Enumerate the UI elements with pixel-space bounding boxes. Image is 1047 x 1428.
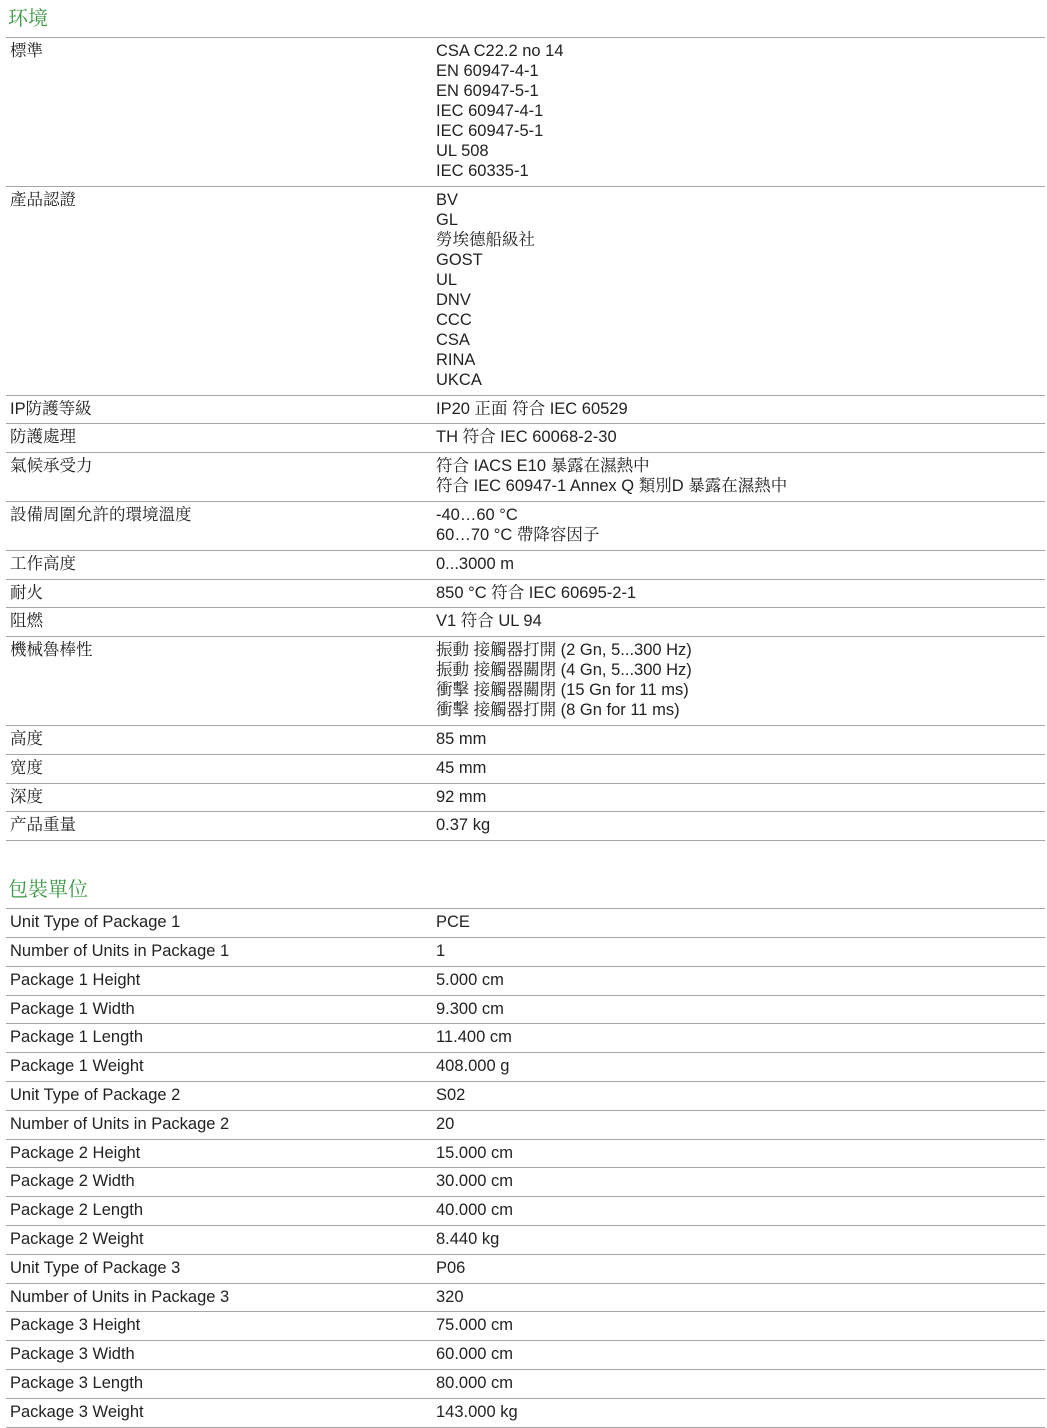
row-flame-retardance (6, 608, 1045, 637)
spec-value-line: DNV (436, 290, 471, 309)
spec-value (432, 424, 1045, 452)
spec-label: Package 2 Height (10, 1143, 141, 1162)
row-package-2-unit-type (6, 1082, 1045, 1111)
spec-label: Unit Type of Package 1 (10, 913, 181, 932)
spec-label: Unit Type of Package 2 (10, 1085, 181, 1104)
spec-value: 408.000 g (436, 1057, 510, 1076)
spec-value (432, 608, 1045, 636)
spec-value-line: CCC (436, 310, 472, 329)
spec-value: P06 (436, 1258, 466, 1277)
row-package-2-width (6, 1168, 1045, 1197)
spec-value-line: 85 mm (436, 729, 487, 748)
spec-value (432, 38, 1045, 186)
row-package-3-weight (6, 1399, 1045, 1428)
spec-label: Package 3 Weight (10, 1402, 144, 1421)
spec-value: 40.000 cm (436, 1201, 514, 1220)
packaging-units-section (6, 871, 1045, 1427)
spec-value-line: IEC 60947-4-1 (436, 102, 544, 120)
spec-value-line: 0...3000 m (436, 554, 514, 573)
spec-value (432, 502, 1045, 550)
row-operating-altitude (6, 551, 1045, 580)
spec-value-line: EN 60947-4-1 (436, 62, 539, 80)
spec-value: 75.000 cm (436, 1316, 514, 1335)
spec-value-line: UKCA (436, 370, 482, 389)
row-package-1-unit-type (6, 909, 1045, 938)
spec-label: 防護處理 (10, 428, 76, 447)
spec-value-line: RINA (436, 350, 476, 369)
spec-label: 設備周圍允許的環境溫度 (10, 505, 192, 524)
spec-value: 15.000 cm (436, 1143, 514, 1162)
row-mechanical-robustness (6, 637, 1045, 726)
spec-value-line: 60…70 °C 帶降容因子 (436, 525, 600, 544)
spec-label: Package 3 Length (10, 1373, 144, 1392)
row-package-2-length (6, 1197, 1045, 1226)
spec-value: 11.400 cm (436, 1028, 512, 1047)
spec-value: 143.000 kg (436, 1402, 518, 1421)
spec-value: 20 (436, 1114, 455, 1133)
row-package-3-length (6, 1370, 1045, 1399)
spec-label: Number of Units in Package 1 (10, 941, 230, 960)
row-package-3-unit-count (6, 1284, 1045, 1313)
spec-value-line: GL (436, 210, 459, 229)
spec-value (432, 580, 1045, 608)
row-ambient-temperature (6, 502, 1045, 551)
spec-label: Package 3 Width (10, 1345, 135, 1364)
spec-value-line: 衝擊 接觸器打開 (8 Gn for 11 ms) (436, 701, 680, 720)
spec-value (432, 396, 1045, 424)
spec-value-line: 92 mm (436, 787, 487, 806)
spec-value-line: IP20 正面 符合 IEC 60529 (436, 399, 628, 418)
spec-value-line: 45 mm (436, 758, 487, 777)
spec-label: Unit Type of Package 3 (10, 1258, 181, 1277)
spec-label: Number of Units in Package 2 (10, 1114, 230, 1133)
spec-label: Package 1 Height (10, 970, 141, 989)
spec-value-line: CSA C22.2 no 14 (436, 42, 564, 60)
spec-value-line: GOST (436, 250, 483, 269)
spec-label: Package 2 Weight (10, 1229, 144, 1248)
spec-value-line: 振動 接觸器關閉 (4 Gn, 5...300 Hz) (436, 661, 692, 680)
spec-value-line: 振動 接觸器打開 (2 Gn, 5...300 Hz) (436, 641, 692, 660)
spec-label: Package 2 Length (10, 1201, 144, 1220)
spec-value (432, 637, 1045, 725)
spec-label: 宽度 (10, 758, 43, 777)
row-package-2-height (6, 1140, 1045, 1169)
spec-value (432, 726, 1045, 754)
spec-value-line: V1 符合 UL 94 (436, 612, 542, 631)
row-package-3-height (6, 1312, 1045, 1341)
spec-value: PCE (436, 913, 470, 932)
spec-value-line: IEC 60335-1 (436, 162, 529, 180)
datasheet (6, 0, 1045, 1428)
spec-label: Package 3 Height (10, 1316, 141, 1335)
row-height (6, 726, 1045, 755)
row-product-weight (6, 812, 1045, 841)
row-package-1-height (6, 967, 1045, 996)
spec-value-line: 勞埃德船級社 (436, 230, 535, 249)
spec-label: IP防護等級 (10, 399, 92, 418)
spec-value-line: 符合 IEC 60947-1 Annex Q 類別D 暴露在濕熱中 (436, 477, 788, 496)
spec-value (432, 187, 1045, 395)
row-standards (6, 38, 1045, 187)
row-package-1-width (6, 996, 1045, 1025)
spec-label: 產品認證 (10, 190, 76, 209)
row-package-2-weight (6, 1226, 1045, 1255)
row-package-1-weight (6, 1053, 1045, 1082)
spec-label: 耐火 (10, 583, 43, 602)
packaging-units-section-title: 包裝單位 (6, 871, 1045, 909)
spec-label: Package 1 Weight (10, 1057, 144, 1076)
spec-value-line: BV (436, 190, 459, 209)
spec-value-line: IEC 60947-5-1 (436, 122, 544, 140)
spec-label: Package 1 Width (10, 999, 135, 1018)
spec-label: 工作高度 (10, 554, 76, 573)
spec-value-line: 衝擊 接觸器關閉 (15 Gn for 11 ms) (436, 681, 689, 700)
spec-value: 9.300 cm (436, 999, 504, 1018)
spec-label: 深度 (10, 787, 43, 806)
spec-label: Package 1 Length (10, 1028, 144, 1047)
spec-value: 30.000 cm (436, 1172, 514, 1191)
spec-value-line: UL 508 (436, 142, 489, 160)
spec-value: 80.000 cm (436, 1373, 514, 1392)
spec-value-line: EN 60947-5-1 (436, 82, 539, 100)
spec-value (432, 784, 1045, 812)
spec-value: 60.000 cm (436, 1345, 514, 1364)
row-protective-treatment (6, 424, 1045, 453)
spec-value (432, 453, 1045, 501)
row-fire-resistance (6, 580, 1045, 609)
spec-value-line: 850 °C 符合 IEC 60695-2-1 (436, 583, 637, 602)
spec-value: 1 (436, 941, 446, 960)
row-package-1-unit-count (6, 938, 1045, 967)
spec-value-line: 符合 IACS E10 暴露在濕熱中 (436, 457, 650, 476)
spec-label: Package 2 Width (10, 1172, 135, 1191)
row-package-2-unit-count (6, 1111, 1045, 1140)
spec-value (432, 755, 1045, 783)
spec-value-line: TH 符合 IEC 60068-2-30 (436, 428, 617, 447)
spec-value-line: 0.37 kg (436, 816, 491, 835)
spec-value: 5.000 cm (436, 970, 504, 989)
row-package-3-unit-type (6, 1255, 1045, 1284)
spec-value: 320 (436, 1287, 464, 1306)
spec-label: 機械魯棒性 (10, 641, 93, 660)
spec-label: 高度 (10, 729, 43, 748)
environment-section (6, 0, 1045, 841)
row-climatic-withstand (6, 453, 1045, 502)
spec-label: 阻燃 (10, 612, 43, 631)
row-depth (6, 784, 1045, 813)
spec-value (432, 551, 1045, 579)
environment-section-title: 环境 (6, 0, 1045, 38)
spec-label: 氣候承受力 (10, 457, 93, 476)
row-ip-protection (6, 396, 1045, 425)
spec-value (432, 812, 1045, 840)
spec-value: S02 (436, 1085, 466, 1104)
spec-label: 产品重量 (10, 816, 76, 835)
spec-value: 8.440 kg (436, 1229, 500, 1248)
spec-value-line: -40…60 °C (436, 505, 518, 524)
spec-value-line: CSA (436, 330, 470, 349)
spec-label: Number of Units in Package 3 (10, 1287, 230, 1306)
row-package-3-width (6, 1341, 1045, 1370)
row-width (6, 755, 1045, 784)
spec-value-line: UL (436, 270, 458, 289)
row-certifications (6, 187, 1045, 396)
row-package-1-length (6, 1024, 1045, 1053)
spec-label: 標準 (10, 42, 43, 60)
